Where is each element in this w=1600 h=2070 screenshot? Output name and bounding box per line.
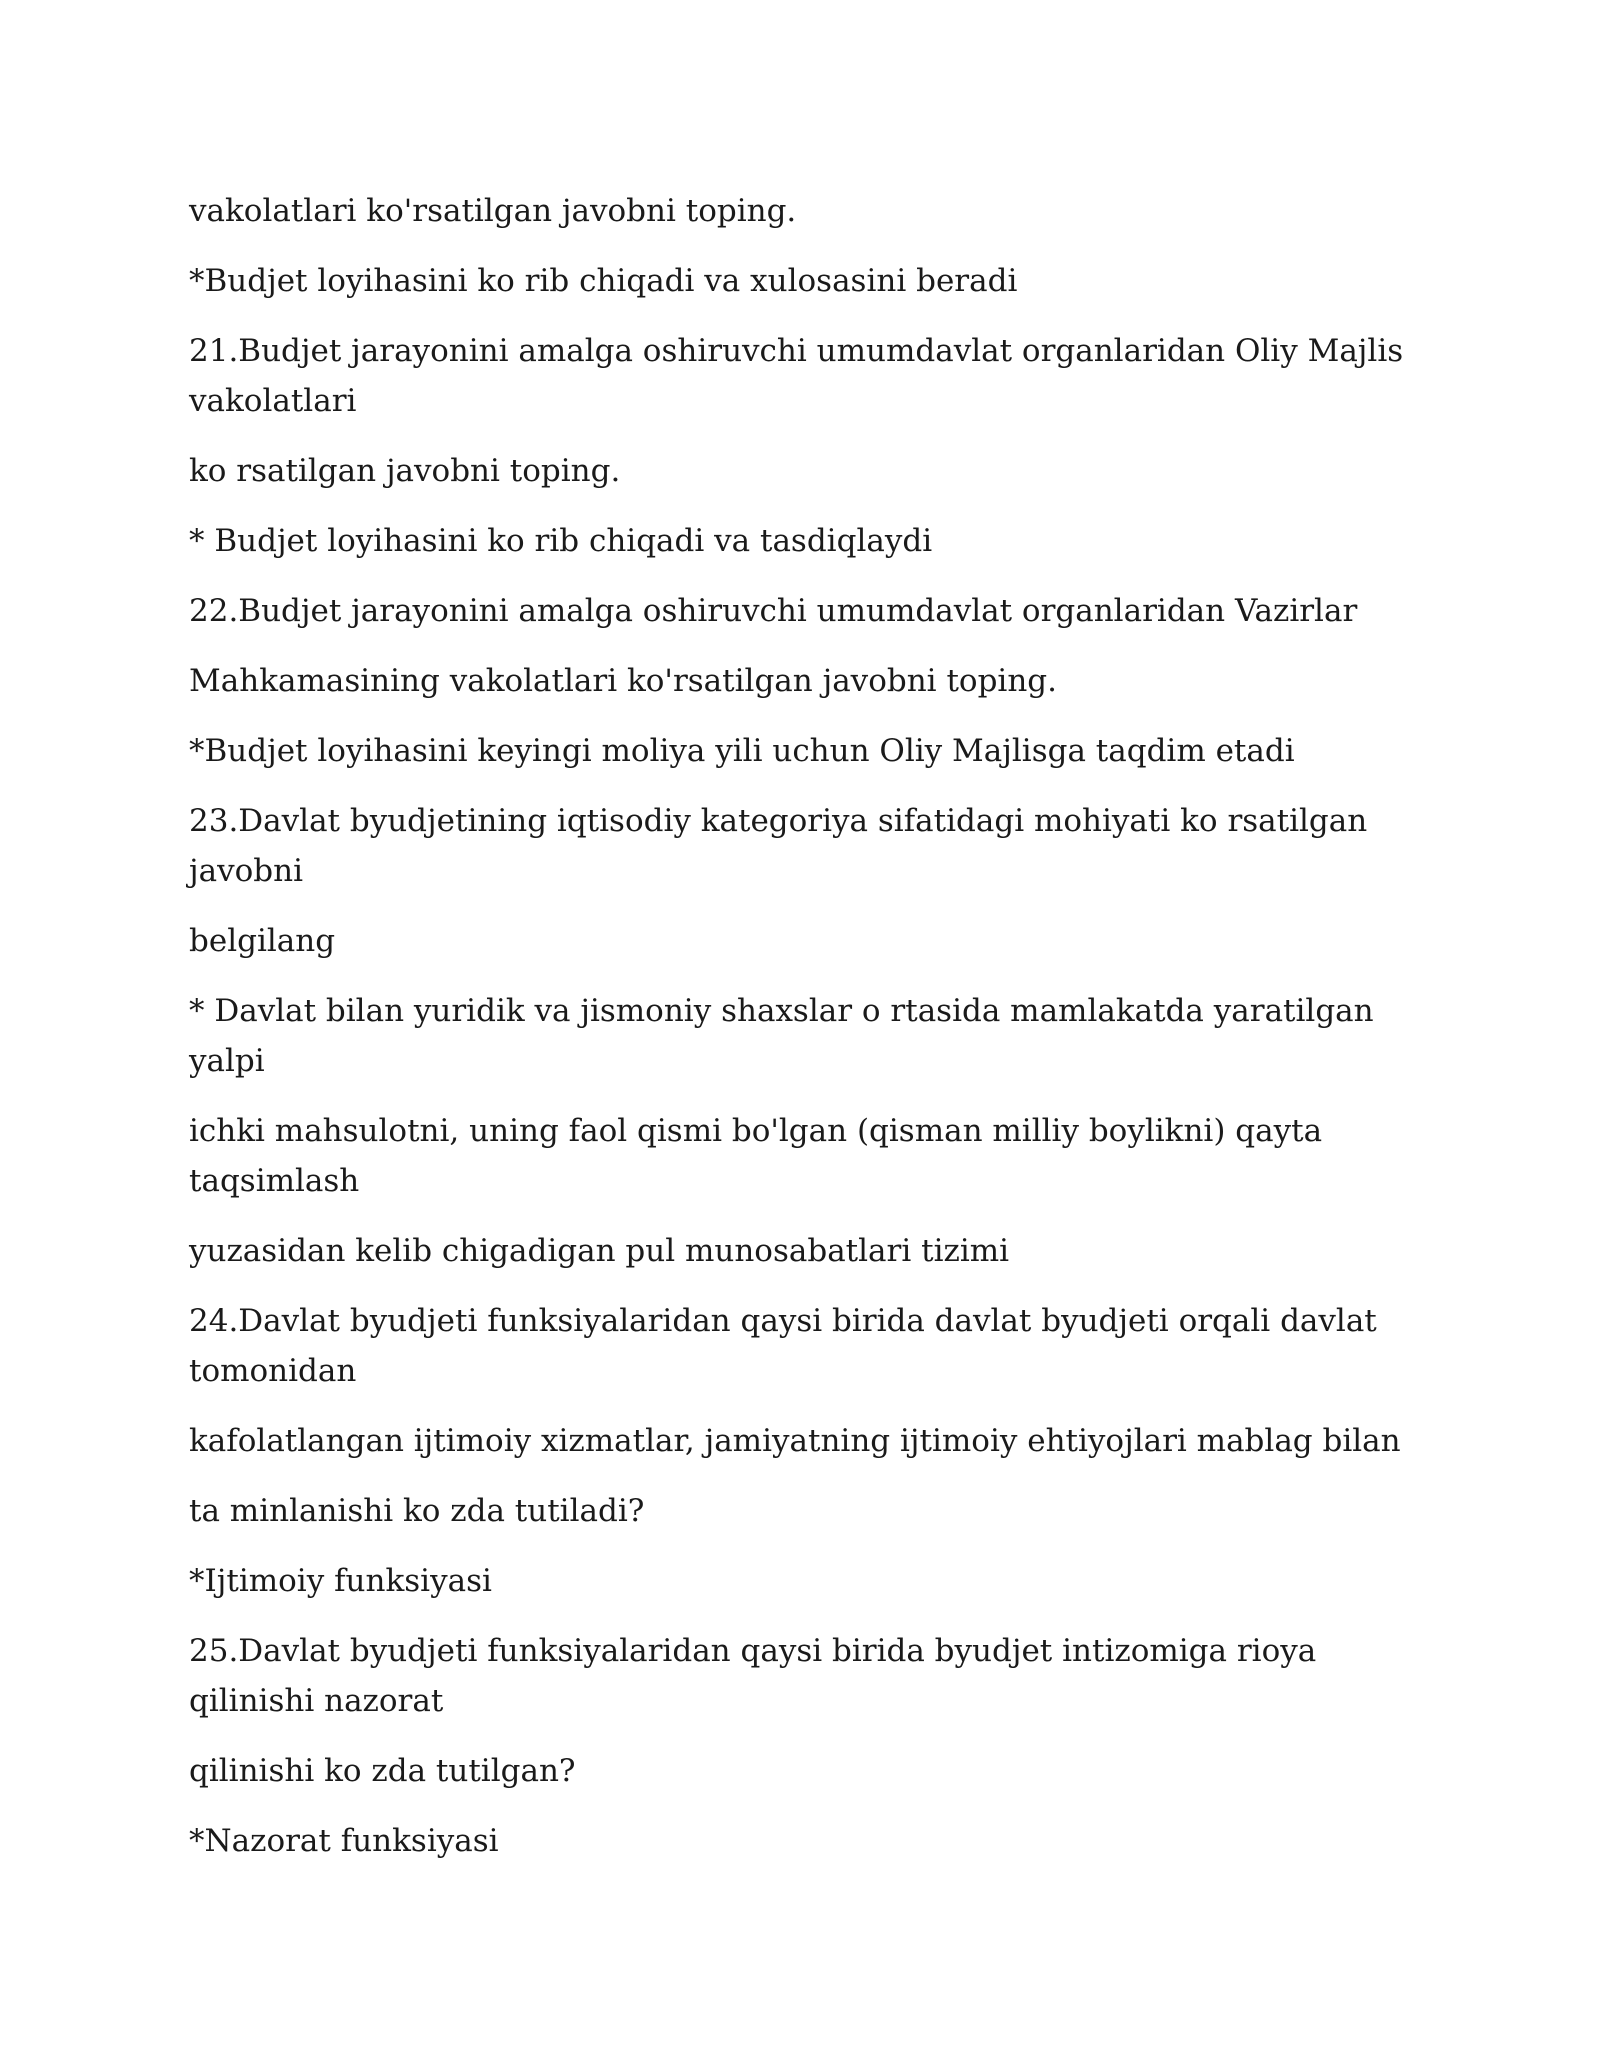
paragraph: ta minlanishi ko zda tutiladi?: [189, 1493, 645, 1529]
question-24: 24.Davlat byudjeti funksiyalaridan qaysi birida davlat byudjeti orqali davlat tomonidan: [189, 1303, 1377, 1389]
paragraph: ko rsatilgan javobni toping.: [189, 453, 621, 489]
question-25: 25.Davlat byudjeti funksiyalaridan qaysi birida byudjet intizomiga rioya qilinishi nazorat: [189, 1633, 1317, 1719]
answer-paragraph: * Davlat bilan yuridik va jismoniy shaxslar o rtasida mamlakatda yaratilgan yalpi: [189, 993, 1374, 1079]
document-body: [189, 186, 1429, 1886]
paragraph: ichki mahsulotni, uning faol qismi bo'lgan (qisman milliy boylikni) qayta taqsimlash: [189, 1113, 1323, 1199]
question-23: 23.Davlat byudjetining iqtisodiy kategoriya sifatidagi mohiyati ko rsatilgan javobni: [189, 803, 1368, 889]
paragraph: belgilang: [189, 923, 336, 959]
answer-paragraph: *Budjet loyihasini ko rib chiqadi va xulosasini beradi: [189, 263, 1018, 299]
answer-paragraph: *Budjet loyihasini keyingi moliya yili uchun Oliy Majlisga taqdim etadi: [189, 733, 1295, 769]
paragraph: kafolatlangan ijtimoiy xizmatlar, jamiyatning ijtimoiy ehtiyojlari mablag bilan: [189, 1423, 1401, 1459]
answer-paragraph: *Ijtimoiy funksiyasi: [189, 1563, 492, 1599]
paragraph: Mahkamasining vakolatlari ko'rsatilgan javobni toping.: [189, 663, 1057, 699]
answer-paragraph: * Budjet loyihasini ko rib chiqadi va tasdiqlaydi: [189, 523, 933, 559]
paragraph: vakolatlari ko'rsatilgan javobni toping.: [189, 193, 797, 229]
paragraph: yuzasidan kelib chigadigan pul munosabatlari tizimi: [189, 1233, 1010, 1269]
answer-paragraph: *Nazorat funksiyasi: [189, 1823, 499, 1859]
question-21: 21.Budjet jarayonini amalga oshiruvchi umumdavlat organlaridan Oliy Majlis vakolatlari: [189, 333, 1404, 419]
paragraph: qilinishi ko zda tutilgan?: [189, 1753, 576, 1789]
question-22: 22.Budjet jarayonini amalga oshiruvchi umumdavlat organlaridan Vazirlar: [189, 593, 1358, 629]
